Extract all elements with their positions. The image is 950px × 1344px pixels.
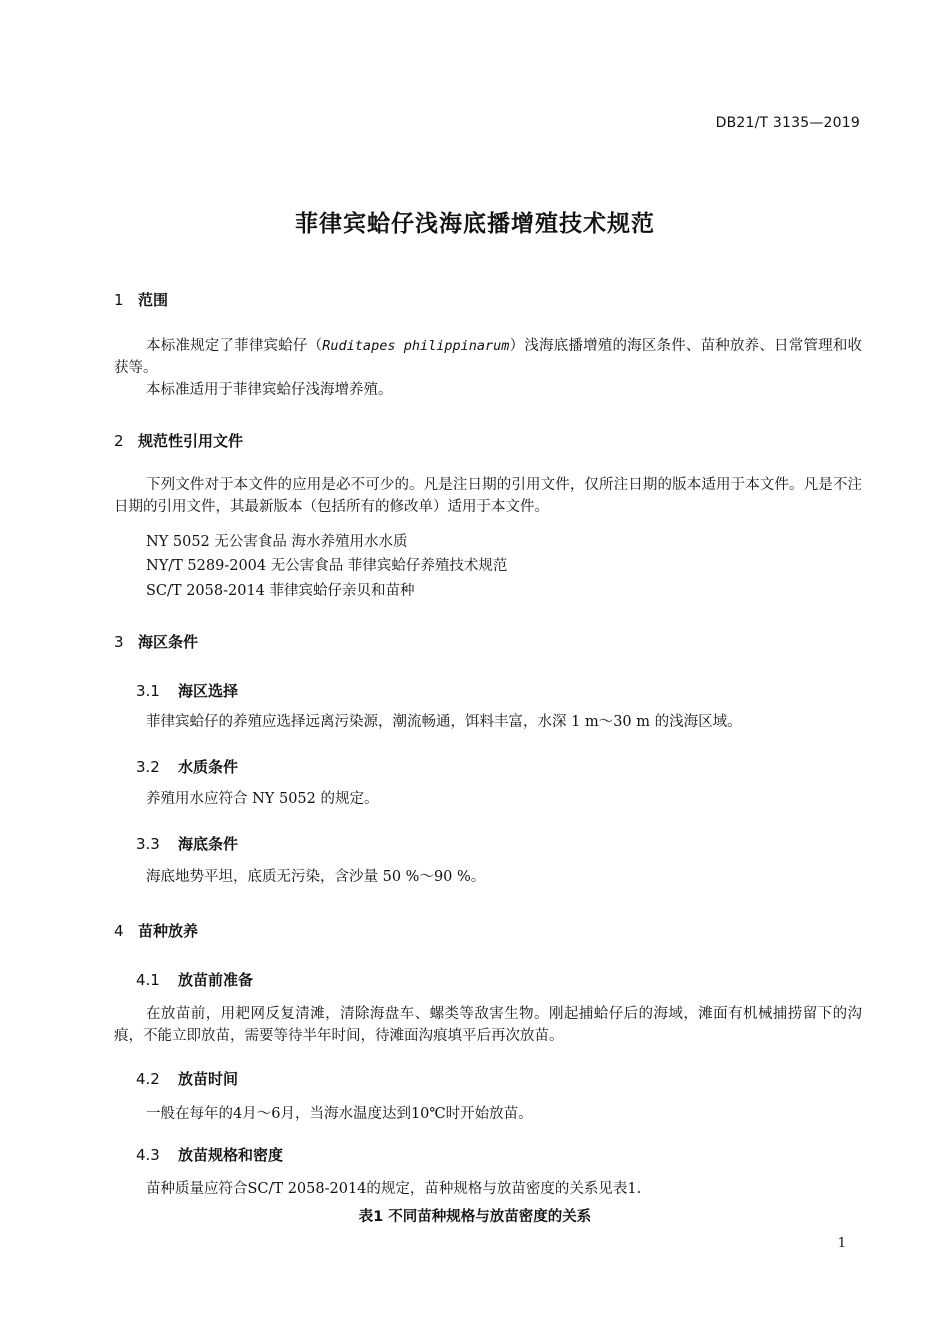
release-time-text: 一般在每年的4月～6月，当海水温度达到10℃时开始放苗。: [146, 1106, 533, 1122]
seabed-condition-text: 海底地势平坦，底质无污染，含沙量 50 %～90 %。: [146, 869, 486, 885]
subsection-number: 4.1: [136, 971, 160, 989]
subsection-heading-3-3: [136, 833, 238, 854]
sea-area-selection-text: 菲律宾蛤仔的养殖应选择远离污染源，潮流畅通，饵料丰富，水深 1 m～30 m 的浅海区域。: [146, 714, 742, 730]
subsection-title: 海区选择: [178, 682, 239, 700]
reference-item: NY/T 5289-2004 无公害食品 菲律宾蛤仔养殖技术规范: [146, 558, 508, 574]
subsection-title: 水质条件: [178, 758, 239, 776]
section-title: 规范性引用文件: [138, 432, 244, 450]
section-number: 1: [114, 291, 124, 309]
scope-paragraph-1: [114, 335, 862, 379]
subsection-title: 放苗规格和密度: [178, 1146, 284, 1164]
subsection-heading-3-2: [136, 756, 238, 777]
section-heading-1: [114, 289, 168, 310]
subsection-number: 3.3: [136, 835, 160, 853]
section-title: 范围: [138, 291, 169, 309]
subsection-title: 海底条件: [178, 835, 239, 853]
page-number: 1: [837, 1236, 846, 1251]
subsection-heading-3-1: [136, 680, 238, 701]
references-paragraph: 下列文件对于本文件的应用是必不可少的。凡是注日期的引用文件，仅所注日期的版本适用于本文件。凡是不注日期的引用文件，其最新版本（包括所有的修改单）适用于本文件。: [114, 477, 862, 515]
section-heading-3: [114, 631, 198, 652]
subsection-title: 放苗时间: [178, 1070, 239, 1088]
table-caption: 表1 不同苗种规格与放苗密度的关系: [358, 1209, 592, 1225]
seedling-spec-density-text: 苗种质量应符合SC/T 2058-2014的规定，苗种规格与放苗密度的关系见表1.: [146, 1181, 642, 1197]
subsection-number: 4.2: [136, 1070, 160, 1088]
subsection-heading-4-1: [136, 969, 253, 990]
subsection-number: 3.1: [136, 682, 160, 700]
subsection-title: 放苗前准备: [178, 971, 254, 989]
section-number: 4: [114, 922, 124, 940]
subsection-heading-4-3: [136, 1144, 283, 1165]
pre-release-preparation-text: 在放苗前，用耙网反复清滩，清除海盘车、螺类等敌害生物。刚起捕蛤仔后的海域，滩面有机械捕捞留下的沟痕，不能立即放苗，需要等待半年时间，待滩面沟痕填平后再次放苗。: [114, 1006, 862, 1044]
scope-paragraph-2: 本标准适用于菲律宾蛤仔浅海增养殖。: [146, 382, 393, 398]
section-heading-4: [114, 920, 198, 941]
scope-text-before: 本标准规定了菲律宾蛤仔（: [146, 338, 323, 354]
subsection-number: 4.3: [136, 1146, 160, 1164]
subsection-number: 3.2: [136, 758, 160, 776]
reference-item: SC/T 2058-2014 菲律宾蛤仔亲贝和苗种: [146, 583, 415, 599]
reference-item: NY 5052 无公害食品 海水养殖用水水质: [146, 534, 408, 550]
section-title: 海区条件: [138, 633, 199, 651]
scope-text-after: ）浅海底播增殖的海区条件、苗种放养、日常管理和收获等。: [114, 338, 863, 376]
species-latin-name: Ruditapes philippinarum: [322, 338, 510, 354]
subsection-heading-4-2: [136, 1068, 238, 1089]
section-title: 苗种放养: [138, 922, 199, 940]
section-number: 2: [114, 432, 124, 450]
section-heading-2: [114, 430, 243, 451]
section-number: 3: [114, 633, 124, 651]
standard-code: DB21/T 3135—2019: [715, 115, 860, 131]
water-quality-text: 养殖用水应符合 NY 5052 的规定。: [146, 791, 379, 807]
document-title: 菲律宾蛤仔浅海底播增殖技术规范: [295, 211, 655, 237]
